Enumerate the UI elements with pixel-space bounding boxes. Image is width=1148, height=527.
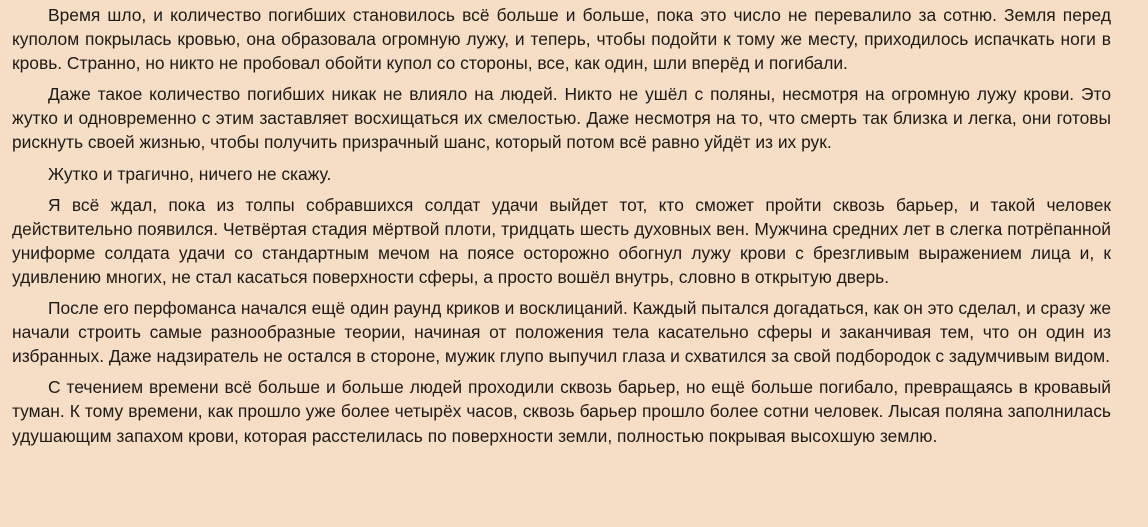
paragraph-6: С течением времени всё больше и больше людей проходили сквозь барьер, но ещё больше погибало, превращаясь в кровавый туман. К тому времени, как прошло уже более четырёх часов, сквозь барьер прошло более сотни человек. Лысая поляна заполнилась удушающим запахом крови, которая расстелилась по поверхности земли, полностью покрывая высохшую землю.: [12, 377, 1111, 446]
paragraph-1: Время шло, и количество погибших становилось всё больше и больше, пока это число не перевалило за сотню. Земля перед куполом покрылась кровью, она образовала огромную лужу, и теперь, чтобы подойти к тому же месту, приходилось испачкать ноги в кровь. Странно, но никто не пробовал обойти купол со стороны, все, как один, шли вперёд и погибали.: [12, 5, 1111, 74]
paragraph-5: После его перфоманса начался ещё один раунд криков и восклицаний. Каждый пытался догадаться, как он это сделал, и сразу же начали строить самые разнообразные теории, начиная от положения тела касательно сферы и заканчивая тем, что он один из избранных. Даже надзиратель не остался в стороне, мужик глупо выпучил глаза и схватился за свой подбородок с задумчивым видом.: [12, 298, 1111, 367]
paragraph-4: Я всё ждал, пока из толпы собравшихся солдат удачи выйдет тот, кто сможет пройти сквозь барьер, и такой человек действительно появился. Четвёртая стадия мёртвой плоти, тридцать шесть духовных вен. Мужчина средних лет в слегка потрёпанной униформе солдата удачи со стандартным мечом на поясе осторожно обогнул лужу крови с брезгливым выражением лица и, к удивлению многих, не стал касаться поверхности сферы, а просто вошёл внутрь, словно в открытую дверь.: [12, 194, 1111, 287]
paragraph-3: Жутко и трагично, ничего не скажу.: [48, 163, 332, 184]
paragraph-2: Даже такое количество погибших никак не влияло на людей. Никто не ушёл с поляны, несмотря на огромную лужу крови. Это жутко и одновременно с этим заставляет восхищаться их смелостью. Даже несмотря на то, что смерть так близка и легка, они готовы рискнуть своей жизнью, чтобы получить призрачный шанс, который потом всё равно уйдёт из их рук.: [12, 84, 1111, 153]
